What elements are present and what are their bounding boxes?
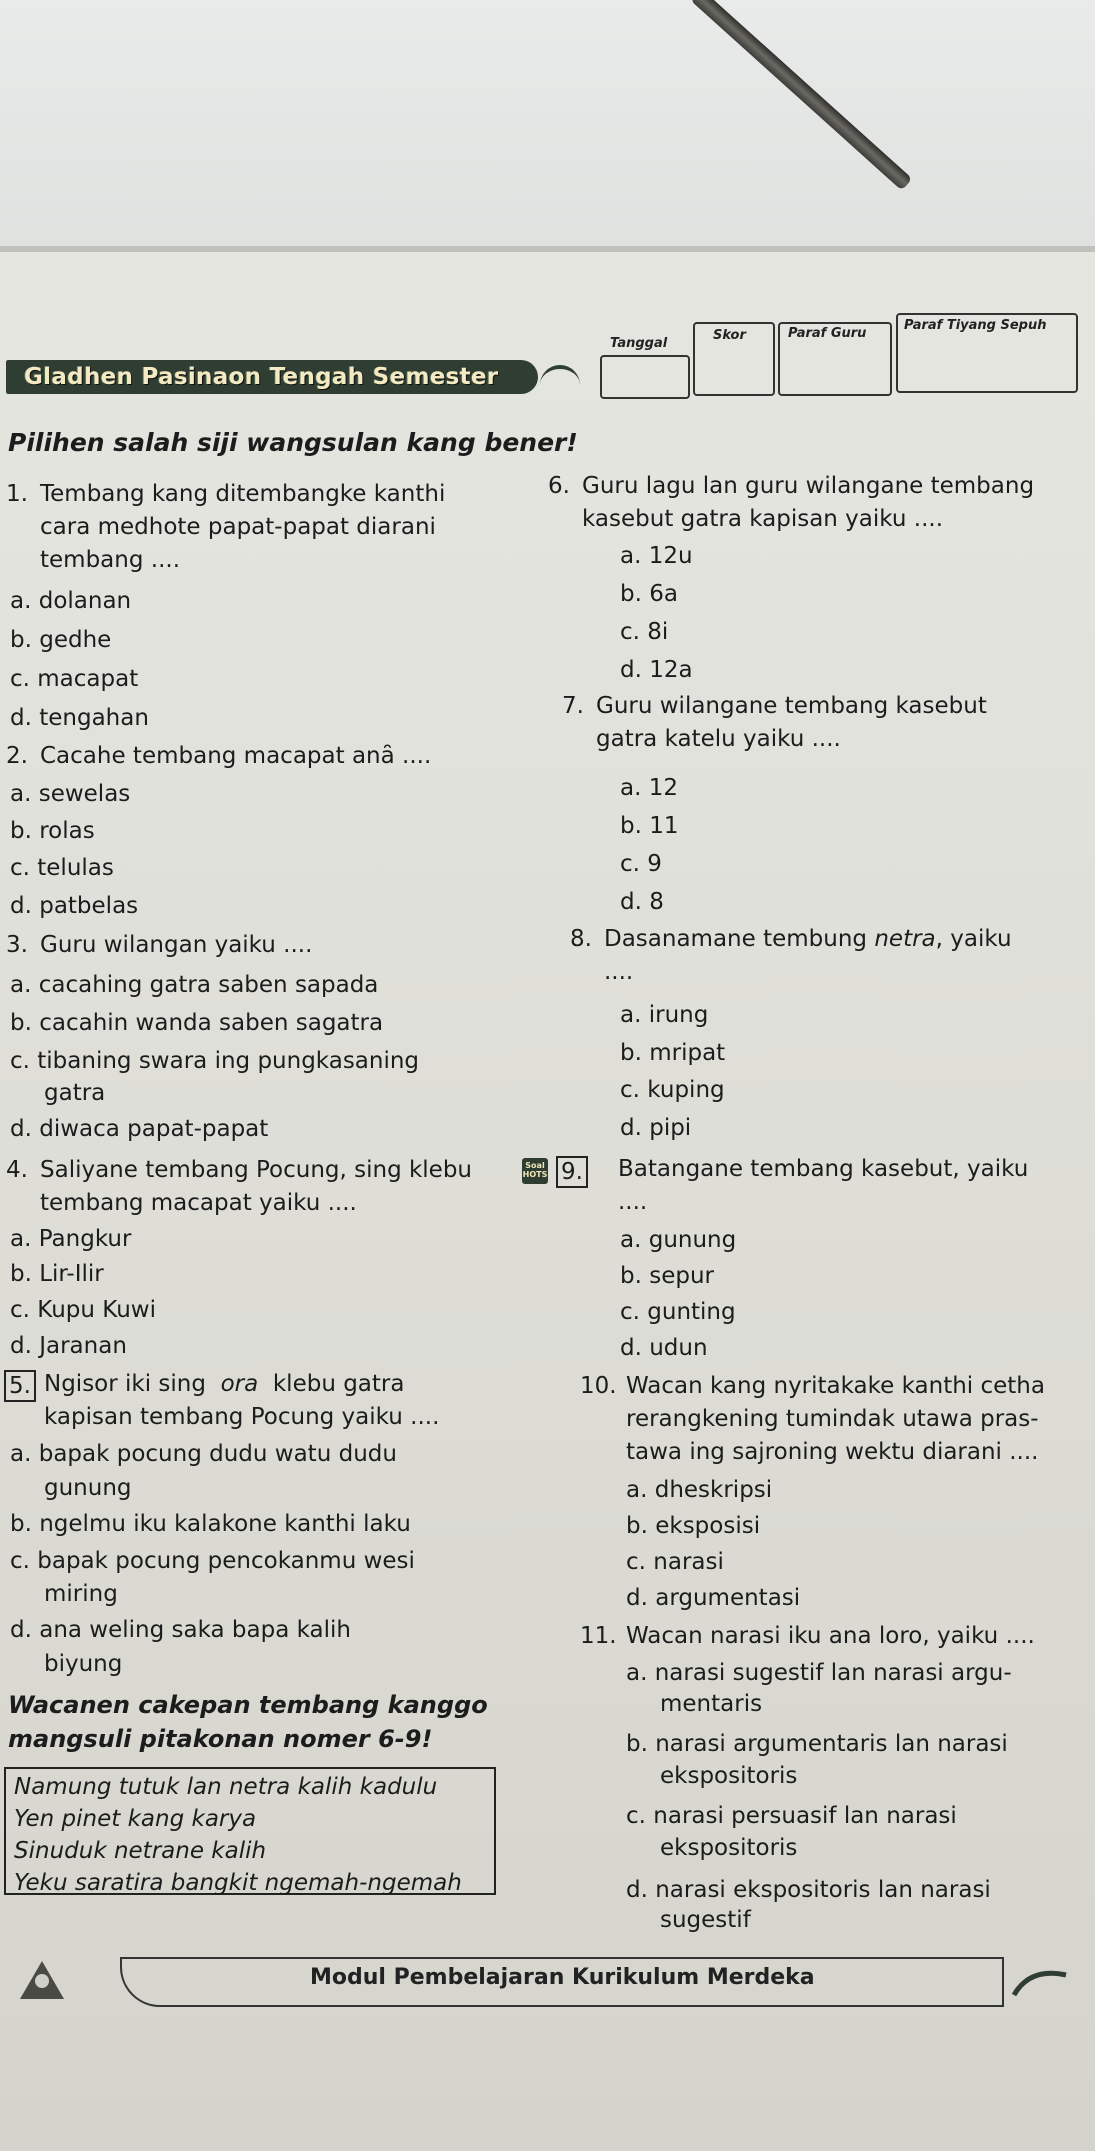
q6-option-d[interactable]: d. 12a: [620, 657, 693, 683]
q8-option-d[interactable]: d. pipi: [620, 1115, 692, 1141]
question-3: 3. Guru wilangan yaiku ....: [6, 932, 313, 958]
q11-option-c-cont: ekspositoris: [660, 1835, 798, 1861]
q11-option-d-cont: sugestif: [660, 1907, 751, 1933]
poem-box: [4, 1767, 496, 1895]
question-10: 10. Wacan kang nyritakake kanthi cetha rerangkening tumindak utawa pras- tawa ing sajroning wektu diarani ....: [580, 1373, 1045, 1465]
q1-option-a[interactable]: a. dolanan: [10, 588, 132, 614]
instruction-text: Pilihen salah siji wangsulan kang bener!: [8, 428, 578, 457]
q4-option-d[interactable]: d. Jaranan: [10, 1333, 127, 1359]
question-4: 4. Saliyane tembang Pocung, sing klebu tembang macapat yaiku ....: [6, 1157, 473, 1216]
q11-option-b[interactable]: b. narasi argumentaris lan narasi: [626, 1731, 1008, 1757]
poem-line: Yen pinet kang karya: [14, 1806, 257, 1832]
q8-option-a[interactable]: a. irung: [620, 1002, 709, 1028]
question-1: 1. Tembang kang ditembangke kanthi cara medhote papat-papat diarani tembang ....: [6, 478, 526, 577]
q4-option-a[interactable]: a. Pangkur: [10, 1226, 132, 1252]
q3-option-c[interactable]: c. tibaning swara ing pungkasaning: [10, 1048, 420, 1074]
question-7: 7. Guru wilangane tembang kasebut gatra katelu yaiku ....: [562, 693, 987, 752]
q7-option-c[interactable]: c. 9: [620, 851, 662, 877]
question-8: 8. Dasanamane tembung netra, yaiku ....: [570, 926, 1012, 985]
q11-option-d[interactable]: d. narasi ekspositoris lan narasi: [626, 1877, 991, 1903]
q6-option-b[interactable]: b. 6a: [620, 581, 678, 607]
q8-option-b[interactable]: b. mripat: [620, 1040, 726, 1066]
q6-option-a[interactable]: a. 12u: [620, 543, 693, 569]
q5-option-c[interactable]: c. bapak pocung pencokanmu wesi: [10, 1548, 415, 1574]
footer-text: Modul Pembelajaran Kurikulum Merdeka: [310, 1965, 815, 1990]
q11-option-b-cont: ekspositoris: [660, 1763, 798, 1789]
q3-option-d[interactable]: d. diwaca papat-papat: [10, 1116, 269, 1142]
wayang-logo-icon: [12, 1955, 72, 2005]
q5-option-a-cont: gunung: [44, 1475, 132, 1501]
paraf-tiyang-sepuh-label: Paraf Tiyang Sepuh: [904, 318, 1047, 333]
hots-badge: Soal HOTS: [522, 1158, 548, 1184]
q9-option-a[interactable]: a. gunung: [620, 1227, 737, 1253]
q11-option-a-cont: mentaris: [660, 1691, 763, 1717]
q5-option-d[interactable]: d. ana weling saka bapa kalih: [10, 1617, 351, 1643]
q2-option-c[interactable]: c. telulas: [10, 855, 114, 881]
q11-option-c[interactable]: c. narasi persuasif lan narasi: [626, 1803, 957, 1829]
q1-option-b[interactable]: b. gedhe: [10, 627, 112, 653]
q9-option-b[interactable]: b. sepur: [620, 1263, 714, 1289]
question-11: 11. Wacan narasi iku ana loro, yaiku ....: [580, 1623, 1035, 1649]
q10-option-d[interactable]: d. argumentasi: [626, 1585, 801, 1611]
section-banner: Gladhen Pasinaon Tengah Semester: [6, 360, 538, 394]
q2-option-a[interactable]: a. sewelas: [10, 781, 131, 807]
q9-option-c[interactable]: c. gunting: [620, 1299, 736, 1325]
q5-option-a[interactable]: a. bapak pocung dudu watu dudu: [10, 1441, 397, 1467]
question-5: Ngisor iki sing ora klebu gatra kapisan tembang Pocung yaiku ....: [44, 1371, 440, 1430]
q5-option-d-cont: biyung: [44, 1651, 123, 1677]
q3-option-b[interactable]: b. cacahin wanda saben sagatra: [10, 1010, 384, 1036]
q3-option-c-cont: gatra: [44, 1080, 106, 1106]
tanggal-box[interactable]: [600, 355, 690, 399]
question-2: 2. Cacahe tembang macapat anȃ ....: [6, 743, 432, 769]
poem-line: Namung tutuk lan netra kalih kadulu: [14, 1774, 438, 1800]
q10-option-a[interactable]: a. dheskripsi: [626, 1477, 773, 1503]
passage-instruction: Wacanen cakepan tembang kanggo mangsuli pitakonan nomer 6-9!: [8, 1691, 488, 1753]
q8-option-c[interactable]: c. kuping: [620, 1077, 725, 1103]
q2-option-d[interactable]: d. patbelas: [10, 893, 139, 919]
q2-option-b[interactable]: b. rolas: [10, 818, 95, 844]
question-number: 1.: [6, 481, 28, 507]
q4-option-c[interactable]: c. Kupu Kuwi: [10, 1297, 156, 1323]
q9-number-box: 9.: [556, 1156, 588, 1188]
q10-option-b[interactable]: b. eksposisi: [626, 1513, 761, 1539]
q5-number-box: 5.: [4, 1370, 36, 1402]
q4-option-b[interactable]: b. Lir-Ilir: [10, 1261, 104, 1287]
q10-option-c[interactable]: c. narasi: [626, 1549, 724, 1575]
question-6: 6. Guru lagu lan guru wilangane tembang kasebut gatra kapisan yaiku ....: [548, 473, 1035, 532]
q5-option-c-cont: miring: [44, 1581, 118, 1607]
q9-option-d[interactable]: d. udun: [620, 1335, 708, 1361]
poem-line: Yeku saratira bangkit ngemah-ngemah: [14, 1870, 462, 1896]
q7-option-b[interactable]: b. 11: [620, 813, 679, 839]
tanggal-label: Tanggal: [610, 336, 668, 351]
q11-option-a[interactable]: a. narasi sugestif lan narasi argu-: [626, 1660, 1012, 1686]
desk-background: [0, 0, 1095, 260]
paraf-guru-label: Paraf Guru: [788, 326, 867, 341]
q7-option-a[interactable]: a. 12: [620, 775, 678, 801]
q7-option-d[interactable]: d. 8: [620, 889, 664, 915]
ornament-icon: [1010, 1965, 1070, 2001]
q1-option-c[interactable]: c. macapat: [10, 666, 139, 692]
q3-option-a[interactable]: a. cacahing gatra saben sapada: [10, 972, 379, 998]
skor-label: Skor: [713, 328, 746, 343]
q5-option-b[interactable]: b. ngelmu iku kalakone kanthi laku: [10, 1511, 411, 1537]
q6-option-c[interactable]: c. 8i: [620, 619, 669, 645]
q1-option-d[interactable]: d. tengahan: [10, 705, 149, 731]
poem-line: Sinuduk netrane kalih: [14, 1838, 267, 1864]
question-9: Batangane tembang kasebut, yaiku ....: [618, 1156, 1029, 1215]
